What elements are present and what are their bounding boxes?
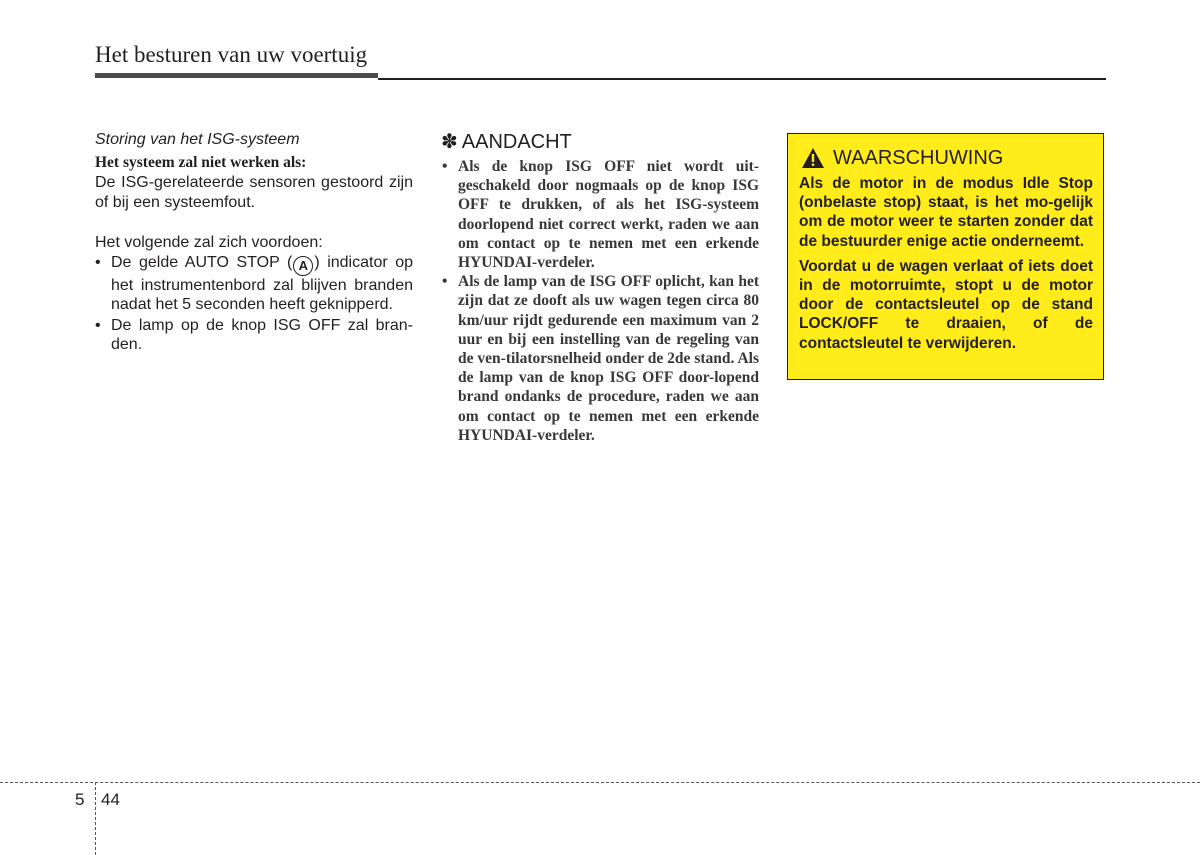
chapter-number: 5 [75, 790, 85, 809]
warning-text-2: Voordat u de wagen verlaat of iets doet in de motorruimte, stopt u de motor door de contactsleutel op de stand LOCK/OFF te draaien, of de contactsleutel te verwijderen. [799, 257, 1093, 352]
warning-box [787, 133, 1104, 380]
effects-list [95, 253, 413, 355]
page-header-title: Het besturen van uw voertuig [95, 42, 368, 67]
caution-section [441, 130, 759, 445]
list-item: • De lamp op de knop ISG OFF zal bran-den. [95, 316, 413, 353]
warning-triangle-icon [801, 147, 825, 169]
list-item: • De gelde AUTO STOP ( A ) indicator op het instrumentenbord zal blijven branden nadat het 5 seconden heeft geknipperd. [95, 253, 413, 313]
list-item: • Als de lamp van de ISG OFF oplicht, kan het zijn dat ze dooft als uw wagen tegen circa 80 km/uur rijdt gedurende een maximum van 2 uur en bij een instelling van de regeling van de ven-tilatorsnelheid onder de 2de stand. Als de lamp van de knop ISG OFF door-lopend brand ondanks de procedure, raden we aan om contact op te nemen met een erkende HYUNDAI-verdeler. [442, 273, 759, 444]
left-column [95, 130, 413, 356]
caution-heading: ✽ AANDACHT [441, 131, 572, 153]
condition-text: De ISG-gerelateerde sensoren gestoord zijn of bij een systeemfout. [95, 174, 413, 211]
auto-stop-icon: A [293, 256, 313, 276]
effects-intro: Het volgende zal zich voordoen: [95, 234, 323, 251]
condition-heading: Het systeem zal niet werken als: [95, 153, 307, 171]
header-rule-thin [378, 78, 1106, 80]
footer-divider [0, 782, 1200, 783]
warning-text-1: Als de motor in de modus Idle Stop (onbelaste stop) staat, is het mo-gelijk om de motor weer te starten zonder dat de bestuurder enige actie onderneemt. [799, 175, 1093, 250]
page-number: 44 [101, 790, 120, 809]
asterisk-icon: ✽ [441, 131, 458, 153]
list-item: • Als de knop ISG OFF niet wordt uit-geschakeld door nogmaals op de knop ISG OFF te drukken, of als het ISG-systeem doorlopend niet correct werkt, raden we aan om contact op te nemen met een erkende HYUNDAI-verdeler. [442, 158, 759, 272]
header-rule-dark [95, 73, 378, 78]
footer-vertical-divider [95, 782, 96, 855]
warning-heading: WAARSCHUWING [799, 146, 1093, 170]
section-subtitle: Storing van het ISG-systeem [95, 131, 300, 148]
caution-list [441, 157, 759, 445]
